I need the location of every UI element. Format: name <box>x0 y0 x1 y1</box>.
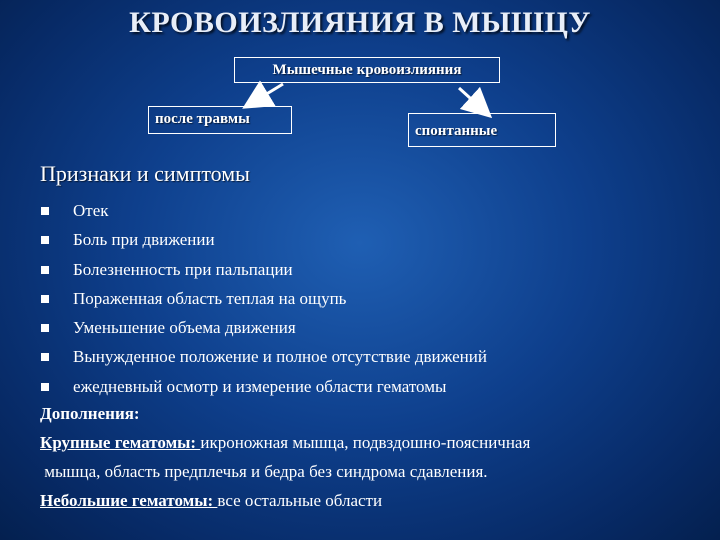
symptom-text: Пораженная область теплая на ощупь <box>73 288 347 308</box>
additions-block <box>40 399 530 515</box>
square-bullet-icon <box>41 266 49 274</box>
large-hematomas-text-1: икроножная мышца, подвздошно-поясничная <box>200 433 531 452</box>
diagram-right-box: спонтанные <box>408 113 556 147</box>
symptom-text: ежедневный осмотр и измерение области гематомы <box>73 376 447 396</box>
square-bullet-icon <box>41 383 49 391</box>
square-bullet-icon <box>41 207 49 215</box>
list-item <box>40 284 487 313</box>
list-item <box>40 342 487 371</box>
large-hematomas-line-2: мышца, область предплечья и бедра без синдрома сдавления. <box>40 462 488 481</box>
list-item <box>40 196 487 225</box>
additions-heading: Дополнения: <box>40 404 140 423</box>
symptom-list <box>40 196 487 401</box>
square-bullet-icon <box>41 295 49 303</box>
large-hematomas-label: Крупные гематомы: <box>40 433 201 452</box>
section-title: Признаки и симптомы <box>40 161 250 186</box>
diagram-root-box: Мышечные кровоизлияния <box>234 57 500 83</box>
list-item <box>40 372 487 401</box>
symptom-text: Отек <box>73 201 109 220</box>
small-hematomas-text: все остальные области <box>217 491 383 510</box>
symptom-text: Болезненность при пальпации <box>73 259 293 279</box>
slide-title: КРОВОИЗЛИЯНИЯ В МЫШЦУ <box>129 6 591 39</box>
arrow-right <box>459 88 481 108</box>
symptom-text: Боль при движении <box>73 230 215 250</box>
list-item <box>40 313 487 342</box>
small-hematomas-label: Небольшие гематомы: <box>40 491 218 510</box>
symptom-text: Вынужденное положение и полное отсутствие движений <box>73 347 487 367</box>
square-bullet-icon <box>41 353 49 361</box>
list-item <box>40 225 487 254</box>
list-item <box>40 255 487 284</box>
square-bullet-icon <box>41 236 49 244</box>
symptom-text: Уменьшение объема движения <box>73 318 296 338</box>
arrow-left <box>255 84 283 101</box>
square-bullet-icon <box>41 324 49 332</box>
small-hematomas-line <box>40 486 530 515</box>
large-hematomas-line <box>40 428 530 457</box>
diagram-left-box: после травмы <box>148 106 292 134</box>
